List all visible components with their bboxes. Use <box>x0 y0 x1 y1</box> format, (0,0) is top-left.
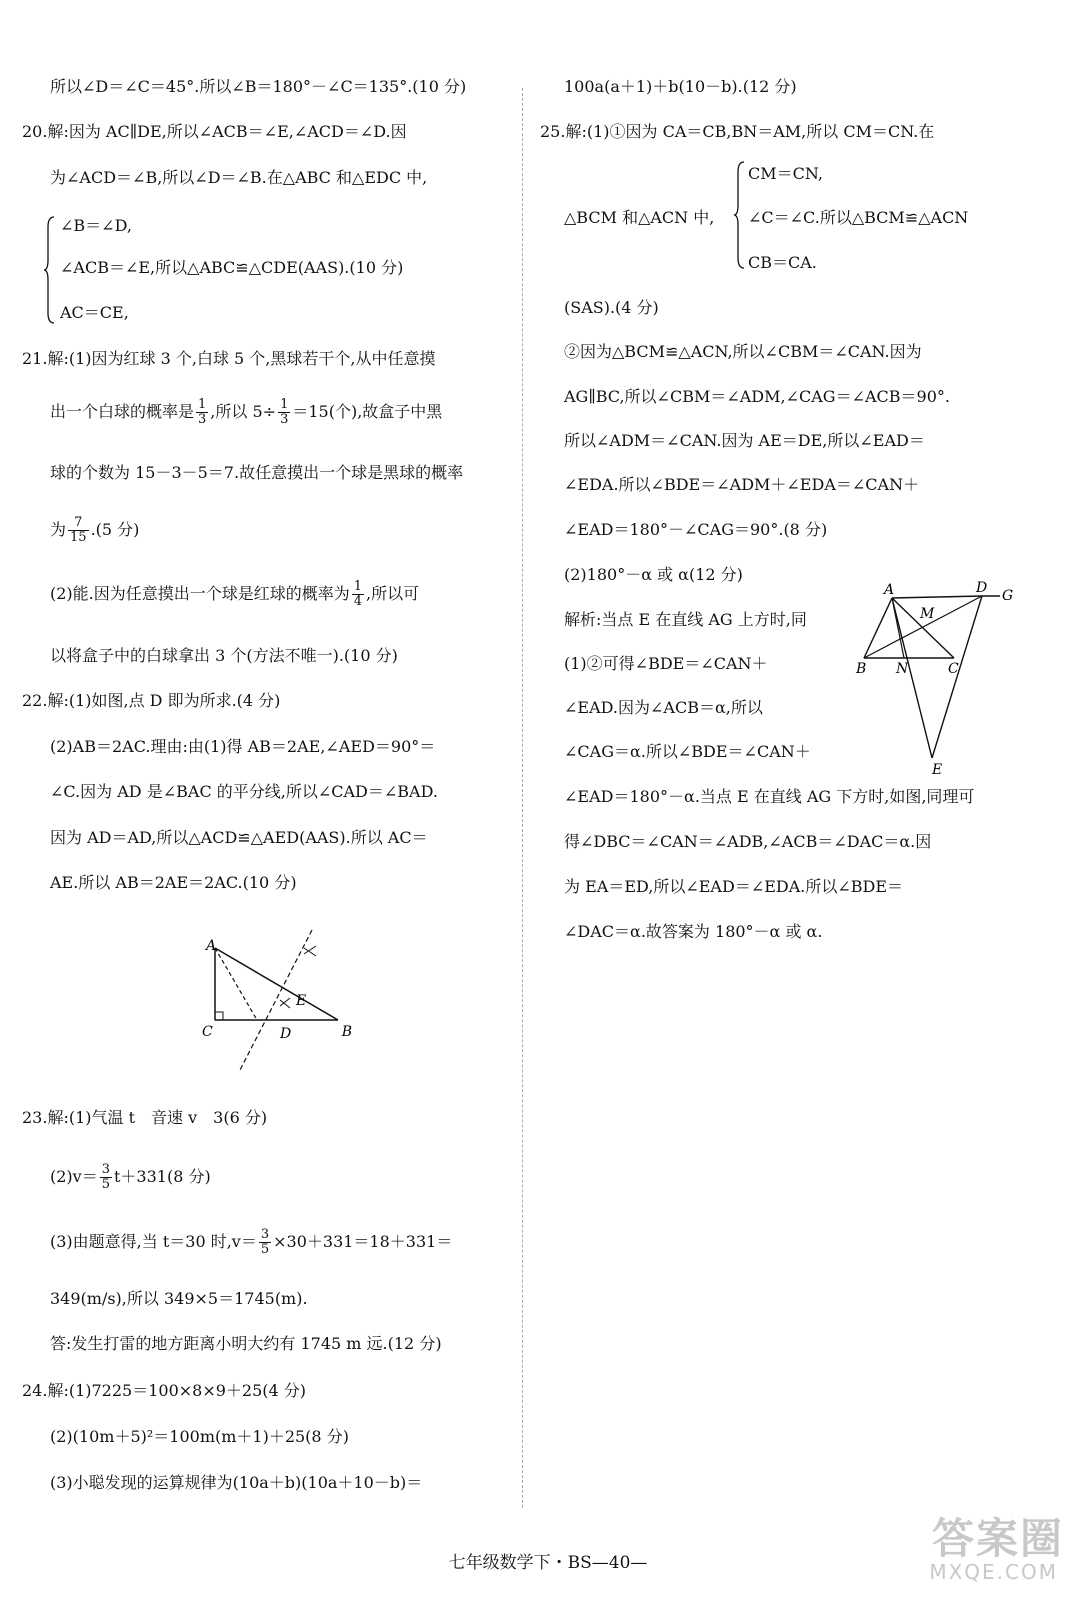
q25-line: △BCM 和△ACN 中, <box>564 208 715 227</box>
text-line: 100a(a＋1)＋b(10－b).(12 分) <box>564 77 797 96</box>
q25-line: ∠EDA.所以∠BDE＝∠ADM＋∠EDA＝∠CAN＋ <box>564 475 920 494</box>
figure-q22 <box>202 920 352 1080</box>
fraction: $\frac{1}{4}$ <box>353 579 363 609</box>
q21-line: 为 $\frac{7}{15}$ .(5 分) <box>50 515 140 545</box>
q23-line: 349(m/s),所以 349×5＝1745(m). <box>50 1289 308 1308</box>
q25-brace-line: CM＝CN, <box>748 164 823 183</box>
q23-line: 23.解:(1)气温 t 音速 v 3(6 分) <box>22 1108 268 1127</box>
q25-line: AG∥BC,所以∠CBM＝∠ADM,∠CAG＝∠ACB＝90°. <box>564 387 950 406</box>
label-D: D <box>280 1026 292 1042</box>
brace-icon <box>44 215 56 325</box>
fraction: $\frac{7}{15}$ <box>70 515 87 545</box>
watermark-logo: 答案圈 MXQE.COM <box>929 1514 1064 1584</box>
q23-line: (3)由题意得,当 t＝30 时,v＝ $\frac{3}{5}$ ×30＋331＝18＋331＝ <box>50 1227 453 1257</box>
q22-line: ∠C.因为 AD 是∠BAC 的平分线,所以∠CAD＝∠BAD. <box>50 782 438 801</box>
q22-line: AE.所以 AB＝2AE＝2AC.(10 分) <box>50 873 297 892</box>
q25-line: ∠EAD.因为∠ACB＝α,所以 <box>564 698 763 717</box>
text-line: 所以∠D＝∠C＝45°.所以∠B＝180°－∠C＝135°.(10 分) <box>50 77 467 96</box>
q24-line: (3)小聪发现的运算规律为(10a＋b)(10a＋10－b)＝ <box>50 1473 423 1492</box>
figure-q25 <box>854 578 1024 778</box>
q25-line: (2)180°－α 或 α(12 分) <box>564 565 743 584</box>
q25-line: ∠EAD＝180°－α.当点 E 在直线 AG 下方时,如图,同理可 <box>564 787 975 806</box>
page-footer: 七年级数学下・BS—40— <box>448 1553 648 1573</box>
q21-line: 以将盒子中的白球拿出 3 个(方法不唯一).(10 分) <box>50 646 398 665</box>
label-N: N <box>896 661 909 677</box>
q21-line: 21.解:(1)因为红球 3 个,白球 5 个,黑球若干个,从中任意摸 <box>22 349 436 368</box>
q20-brace-line: AC＝CE, <box>60 303 129 322</box>
q25-line: 为 EA＝ED,所以∠EAD＝∠EDA.所以∠BDE＝ <box>564 877 904 896</box>
label-A: A <box>884 582 895 598</box>
label-A: A <box>206 938 217 954</box>
q24-line: (2)(10m＋5)²＝100m(m＋1)＋25(8 分) <box>50 1427 349 1446</box>
q20-brace-line: ∠ACB＝∠E,所以△ABC≌△CDE(AAS).(10 分) <box>60 258 404 277</box>
label-M: M <box>920 606 935 622</box>
q22-line: (2)AB＝2AC.理由:由(1)得 AB＝2AE,∠AED＝90°＝ <box>50 737 436 756</box>
q20-line: 20.解:因为 AC∥DE,所以∠ACB＝∠E,∠ACD＝∠D.因 <box>22 122 407 141</box>
fraction: $\frac{1}{3}$ <box>280 397 289 427</box>
q20-brace-line: ∠B＝∠D, <box>60 216 132 235</box>
q25-line: ②因为△BCM≌△ACN,所以∠CBM＝∠CAN.因为 <box>564 342 922 361</box>
fraction: $\frac{1}{3}$ <box>198 397 207 427</box>
q23-line: (2)v＝ $\frac{3}{5}$ t＋331(8 分) <box>50 1162 211 1192</box>
label-C: C <box>948 661 959 677</box>
label-G: G <box>1002 588 1014 604</box>
q25-line: 得∠DBC＝∠CAN＝∠ADB,∠ACB＝∠DAC＝α.因 <box>564 832 932 851</box>
q25-line: ∠CAG＝α.所以∠BDE＝∠CAN＋ <box>564 742 811 761</box>
q22-line: 因为 AD＝AD,所以△ACD≌△AED(AAS).所以 AC＝ <box>50 828 428 847</box>
q24-line: 24.解:(1)7225＝100×8×9＋25(4 分) <box>22 1381 307 1400</box>
q21-line: (2)能.因为任意摸出一个球是红球的概率为 $\frac{1}{4}$ ,所以可 <box>50 579 420 609</box>
q22-line: 22.解:(1)如图,点 D 即为所求.(4 分) <box>22 691 281 710</box>
q25-line: ∠EAD＝180°－∠CAG＝90°.(8 分) <box>564 520 828 539</box>
q23-line: 答:发生打雷的地方距离小明大约有 1745 m 远.(12 分) <box>50 1334 442 1353</box>
label-E: E <box>296 993 307 1009</box>
brace-icon <box>734 160 746 270</box>
q25-brace-line: CB＝CA. <box>748 253 817 272</box>
fraction: $\frac{3}{5}$ <box>101 1162 110 1192</box>
q25-line: ∠DAC＝α.故答案为 180°－α 或 α. <box>564 922 823 941</box>
q25-line: 所以∠ADM＝∠CAN.因为 AE＝DE,所以∠EAD＝ <box>564 431 925 450</box>
label-D: D <box>976 580 988 596</box>
q25-line: 25.解:(1)①因为 CA＝CB,BN＝AM,所以 CM＝CN.在 <box>540 122 935 141</box>
label-C: C <box>202 1024 213 1040</box>
q21-line: 出一个白球的概率是 $\frac{1}{3}$ ,所以 5÷ $\frac{1}{3}$ ＝15(个),故盒子中黑 <box>50 397 443 427</box>
q21-line: 球的个数为 15－3－5＝7.故任意摸出一个球是黑球的概率 <box>50 463 464 482</box>
label-E: E <box>932 762 943 778</box>
fraction: $\frac{3}{5}$ <box>260 1227 270 1257</box>
q20-line: 为∠ACD＝∠B,所以∠D＝∠B.在△ABC 和△EDC 中, <box>50 168 428 187</box>
label-B: B <box>856 661 867 677</box>
q25-line: (SAS).(4 分) <box>564 298 659 317</box>
q25-line: 解析:当点 E 在直线 AG 上方时,同 <box>564 610 807 629</box>
label-B: B <box>341 1024 352 1040</box>
column-divider <box>522 88 523 1508</box>
q25-brace-line: ∠C＝∠C.所以△BCM≌△ACN <box>748 208 969 227</box>
q25-line: (1)②可得∠BDE＝∠CAN＋ <box>564 654 768 673</box>
